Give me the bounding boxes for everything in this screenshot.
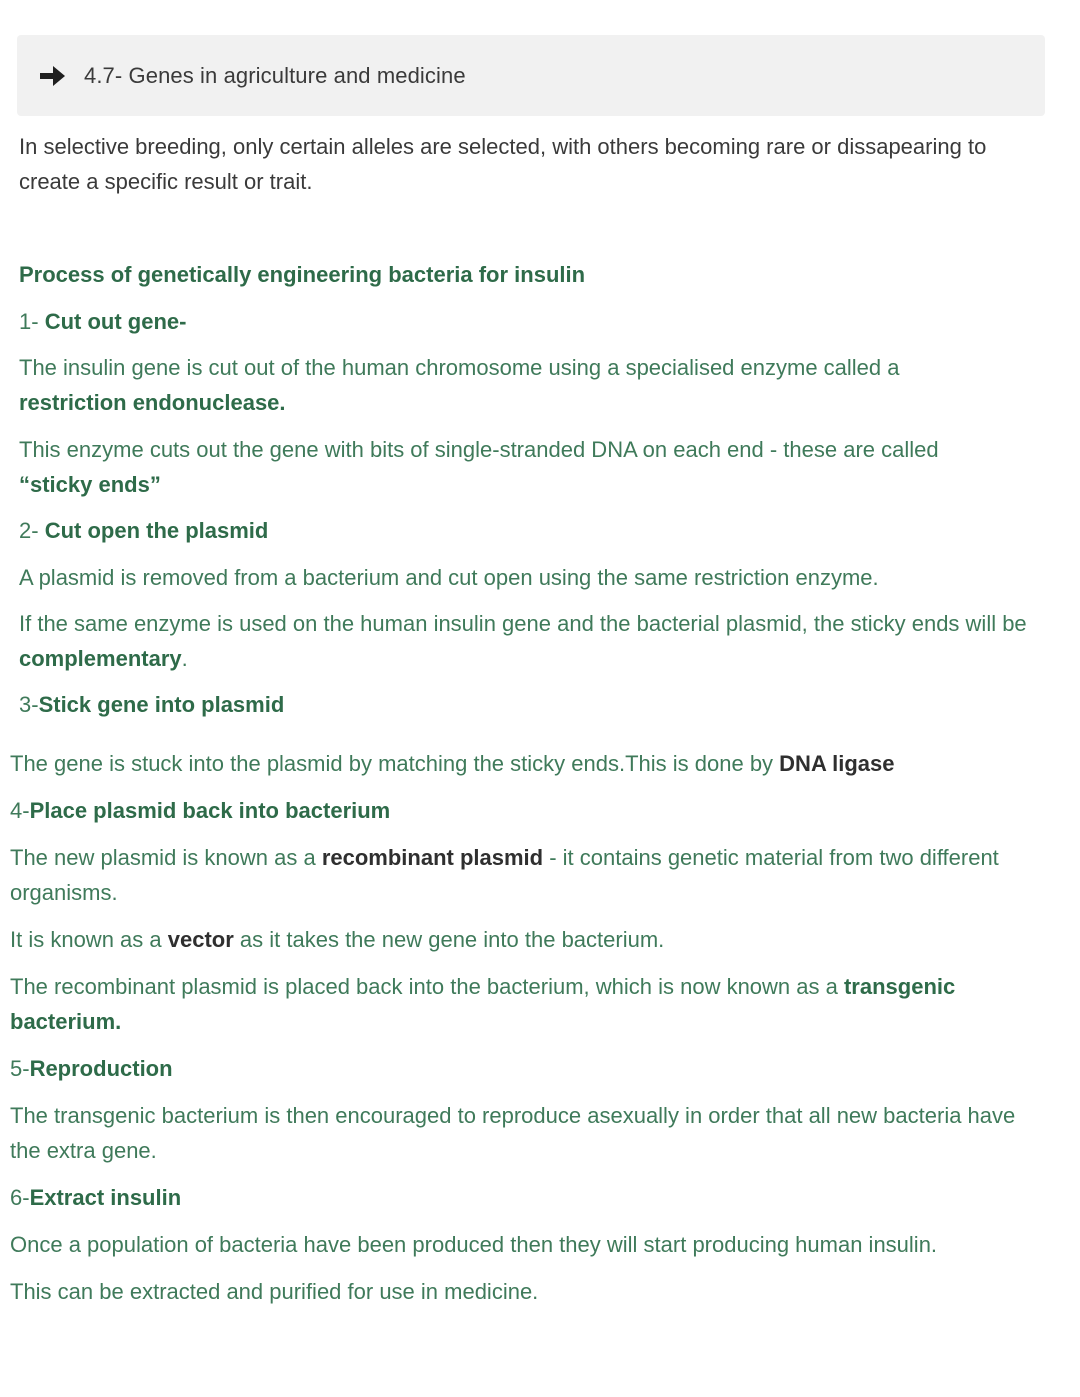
step-number: 5-	[10, 1056, 30, 1081]
bold-term: DNA ligase	[779, 751, 895, 776]
bold-term: recombinant plasmid	[321, 845, 544, 870]
step-4-heading	[10, 793, 390, 828]
process-heading: Process of genetically engineering bacteria for insulin	[19, 262, 586, 287]
step-1-paragraph-1	[19, 350, 979, 420]
step-1-paragraph-2	[19, 432, 1009, 502]
step-number: 6-	[10, 1185, 30, 1210]
step-4-paragraph-2	[10, 922, 664, 957]
step-title: Cut out gene-	[44, 309, 187, 334]
text-run: The insulin gene is cut out of the human chromosome using a specialised enzyme called a	[19, 355, 900, 380]
step-5-paragraph-1: The transgenic bacterium is then encouraged to reproduce asexually in order that all new bacteria have the extra gene.	[10, 1103, 1016, 1163]
step-title: Place plasmid back into bacterium	[29, 798, 391, 823]
step-title: Cut open the plasmid	[44, 518, 269, 543]
step-2-paragraph-2	[19, 606, 1029, 676]
step-4-paragraph-1	[10, 840, 1000, 910]
text-run: It is known as a	[10, 927, 168, 952]
text-run: The recombinant plasmid is placed back into the bacterium, which is now known as a	[10, 974, 844, 999]
bold-term: restriction endonuclease.	[19, 390, 286, 415]
step-2-heading	[19, 513, 268, 548]
section-toggle-header[interactable]	[17, 35, 1045, 116]
step-6-heading	[10, 1180, 181, 1215]
bold-term: “sticky ends”	[19, 472, 161, 497]
arrow-right-icon	[39, 65, 67, 87]
bold-term: vector	[167, 927, 234, 952]
step-3-paragraph-1	[10, 746, 895, 781]
text-run: .	[181, 646, 188, 671]
text-run: This enzyme cuts out the gene with bits of single-stranded DNA on each end - these are called	[19, 437, 939, 462]
step-number: 1-	[19, 309, 45, 334]
text-run: If the same enzyme is used on the human insulin gene and the bacterial plasmid, the sticky ends will be	[19, 611, 1027, 636]
text-run: The new plasmid is known as a	[10, 845, 322, 870]
step-number: 2-	[19, 518, 45, 543]
step-number: 4-	[10, 798, 30, 823]
step-6-paragraph-2: This can be extracted and purified for use in medicine.	[10, 1279, 539, 1304]
step-5-heading	[10, 1051, 173, 1086]
step-number: 3-	[19, 692, 39, 717]
step-6-paragraph-1: Once a population of bacteria have been produced then they will start producing human insulin.	[10, 1232, 938, 1257]
text-run: The gene is stuck into the plasmid by matching the sticky ends.This is done by	[10, 751, 780, 776]
bold-term: transgenic bacterium.	[10, 974, 956, 1034]
step-title: Extract insulin	[29, 1185, 182, 1210]
step-3-heading	[19, 687, 284, 722]
step-1-heading	[19, 304, 186, 339]
text-run: as it takes the new gene into the bacterium.	[233, 927, 665, 952]
step-4-paragraph-3	[10, 969, 1020, 1039]
intro-paragraph: In selective breeding, only certain alleles are selected, with others becoming rare or dissapearing to create a specific result or trait.	[19, 134, 987, 194]
step-title: Reproduction	[29, 1056, 173, 1081]
step-2-paragraph-1: A plasmid is removed from a bacterium and cut open using the same restriction enzyme.	[19, 565, 879, 590]
step-title: Stick gene into plasmid	[38, 692, 285, 717]
section-title: 4.7- Genes in agriculture and medicine	[84, 62, 466, 88]
bold-term: complementary	[19, 646, 182, 671]
text-run: - it contains genetic material from two different organisms.	[10, 845, 999, 905]
